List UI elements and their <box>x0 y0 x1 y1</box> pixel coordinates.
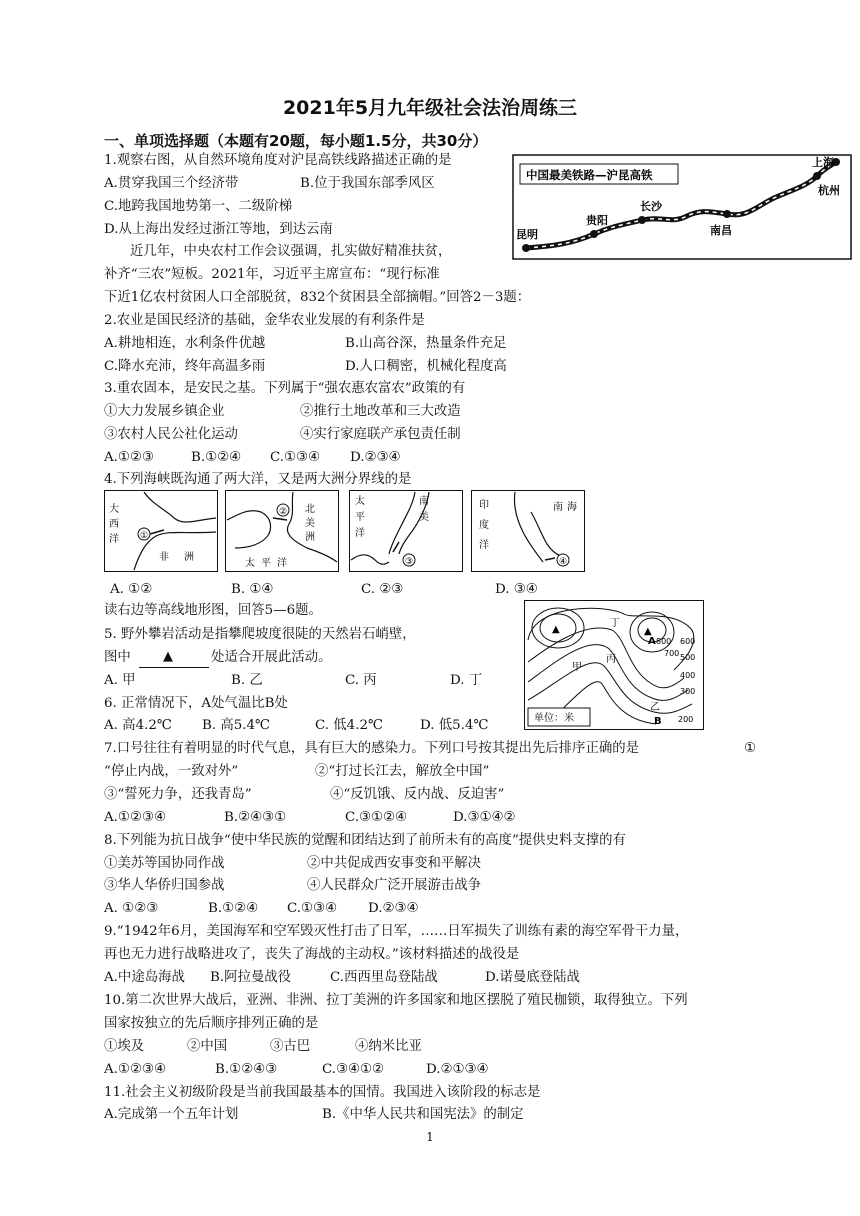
question-5-cont: 图中 <box>104 650 131 665</box>
q5-option-b: B. 乙 <box>231 673 263 688</box>
map-label: 丁 <box>610 618 620 629</box>
q11-option-a: A.完成第一个五年计划 <box>104 1107 239 1122</box>
map-label: 大 <box>109 504 119 515</box>
q4-option-d: D. ③④ <box>495 582 538 597</box>
q7-item-1: “停止内战，一致对外” <box>104 764 239 779</box>
city-label: 昆明 <box>516 228 538 241</box>
city-dot <box>638 216 646 224</box>
q3-item-1: ①大力发展乡镇企业 <box>104 404 225 419</box>
point-label: A <box>648 636 656 647</box>
city-dot <box>723 210 731 218</box>
map-label: 海 <box>567 502 577 513</box>
map-label: 西 <box>109 519 119 530</box>
q2-option-b: B.山高谷深，热量条件充足 <box>345 336 507 351</box>
q7-item-4: ④“反饥饿、反内战、反迫害” <box>330 787 505 802</box>
page-title: 2021年5月九年级社会法治周练三 <box>282 97 578 119</box>
q3-item-2: ②推行土地改革和三大改造 <box>300 404 461 419</box>
marker-label: ① <box>140 531 149 541</box>
map-label: 洲 <box>305 532 315 543</box>
q8-option-d: D.②③④ <box>368 901 419 916</box>
marker-label: ② <box>279 507 288 517</box>
strait-map-3 <box>349 490 463 572</box>
contour-level: 800 <box>656 637 672 646</box>
map-label: 美 <box>419 512 429 523</box>
question-7: 7.口号往往有着明显的时代气息，具有巨大的感染力。下列口号按其提出先后排序正确的是 <box>104 741 640 756</box>
q7-option-a: A.①②③④ <box>104 810 166 825</box>
q7-item-3: ③“誓死力争，还我青岛” <box>104 787 252 802</box>
question-10: 10.第二次世界大战后，亚洲、非洲、拉丁美洲的许多国家和地区摆脱了殖民枷锁，取得独立。下列 <box>104 993 688 1008</box>
q9-option-b: B.阿拉曼战役 <box>210 970 292 985</box>
q4-option-a: A. ①② <box>110 582 153 597</box>
map-label: 乙 <box>650 702 660 713</box>
map-title: 中国最美铁路—沪昆高铁 <box>526 168 653 182</box>
map-label: 太 <box>245 558 255 569</box>
q3-option-d: D.②③④ <box>350 450 401 465</box>
q8-item-3: ③华人华侨归国参战 <box>104 878 225 893</box>
triangle-icon: ▲ <box>552 624 560 635</box>
q8-item-1: ①美苏等国协同作战 <box>104 856 225 871</box>
question-4: 4.下列海峡既沟通了两大洋，又是两大洲分界线的是 <box>104 472 412 487</box>
contour-level: 600 <box>680 637 696 646</box>
q10-item-3: ③古巴 <box>270 1039 311 1054</box>
triangle-icon: ▲ <box>163 649 173 664</box>
q8-option-b: B.①②④ <box>208 901 259 916</box>
railway-map-figure <box>512 154 852 260</box>
q6-option-d: D. 低5.4℃ <box>420 718 489 733</box>
q1-option-a: A.贯穿我国三个经济带 <box>104 176 239 191</box>
city-label: 南昌 <box>710 224 732 237</box>
page-number: 1 <box>426 1130 434 1144</box>
q6-option-a: A. 高4.2℃ <box>104 718 172 733</box>
q9-option-c: C.西西里岛登陆战 <box>330 970 438 985</box>
q10-item-2: ②中国 <box>187 1039 228 1054</box>
question-2: 2.农业是国民经济的基础，金华农业发展的有利条件是 <box>104 313 425 328</box>
q3-item-4: ④实行家庭联产承包责任制 <box>300 427 461 442</box>
point-label: B <box>654 716 662 727</box>
q8-item-2: ②中共促成西安事变和平解决 <box>307 856 482 871</box>
map-label: 南 <box>419 496 429 507</box>
material-text: 读右边等高线地形图，回答5—6题。 <box>104 603 322 618</box>
city-label: 长沙 <box>640 200 662 213</box>
strait-map-4 <box>471 490 585 572</box>
q3-option-a: A.①②③ <box>104 450 154 465</box>
map-label: 太 <box>355 496 365 507</box>
q10-option-b: B.①②④③ <box>215 1062 278 1077</box>
map-label: 平 <box>355 512 365 523</box>
map-label: 甲 <box>572 662 582 673</box>
q7-item-2: ②“打过长江去，解放全中国” <box>315 764 490 779</box>
map-label: 印 <box>479 500 489 511</box>
q1-option-d: D.从上海出发经过浙江等地，到达云南 <box>104 222 333 237</box>
q10-option-a: A.①②③④ <box>104 1062 166 1077</box>
q2-option-c: C.降水充沛，终年高温多雨 <box>104 359 266 374</box>
question-5-cont: 处适合开展此活动。 <box>211 650 332 665</box>
q8-item-4: ④人民群众广泛开展游击战争 <box>307 878 482 893</box>
map-label: 洋 <box>355 528 365 539</box>
question-6: 6. 正常情况下，A处气温比B处 <box>104 696 288 711</box>
strait-map-2 <box>225 490 339 572</box>
map-label: 非 <box>159 552 169 563</box>
q1-option-c: C.地跨我国地势第一、二级阶梯 <box>104 199 293 214</box>
q10-option-d: D.②①③④ <box>426 1062 489 1077</box>
map-label: 洋 <box>479 540 489 551</box>
question-5: 5. 野外攀岩活动是指攀爬坡度很陡的天然岩石峭壁， <box>104 627 416 642</box>
marker-label: ④ <box>559 557 568 567</box>
q3-option-b: B.①②④ <box>191 450 242 465</box>
contour-level: 400 <box>680 671 696 680</box>
contour-level: 200 <box>678 715 694 724</box>
q8-option-a: A. ①②③ <box>104 901 159 916</box>
q11-option-b: B.《中华人民共和国宪法》的制定 <box>322 1107 524 1122</box>
contour-level: 500 <box>680 653 696 662</box>
map-label: 平 <box>261 558 271 569</box>
contour-level: 300 <box>680 687 696 696</box>
strait-map-1 <box>104 490 218 572</box>
q6-option-b: B. 高5.4℃ <box>202 718 271 733</box>
q6-option-c: C. 低4.2℃ <box>315 718 383 733</box>
map-label: 南 <box>553 502 563 513</box>
question-9: 9.“1942年6月，美国海军和空军毁灭性打击了日军，……日军损失了训练有素的海空军骨干力量， <box>104 924 689 939</box>
q2-option-a: A.耕地相连，水利条件优越 <box>104 336 266 351</box>
answer-blank <box>139 649 209 668</box>
city-label: 贵阳 <box>586 214 608 227</box>
map-label: 丙 <box>606 654 616 665</box>
q4-option-c: C. ②③ <box>361 582 404 597</box>
q3-option-c: C.①③④ <box>270 450 321 465</box>
map-label: 洋 <box>109 534 119 545</box>
q5-option-c: C. 丙 <box>345 673 377 688</box>
q5-option-d: D. 丁 <box>450 673 483 688</box>
q7-option-b: B.②④③① <box>224 810 287 825</box>
question-1: 1.观察右图，从自然环境角度对沪昆高铁线路描述正确的是 <box>104 153 452 168</box>
question-9-cont: 再也无力进行战略进攻了，丧失了海战的主动权。”该材料描述的战役是 <box>104 947 520 962</box>
map-label: 洲 <box>184 552 194 563</box>
city-label: 杭州 <box>818 184 840 197</box>
question-8: 8.下列能为抗日战争“使中华民族的觉醒和团结达到了前所未有的高度”提供史料支撑的有 <box>104 833 626 848</box>
q10-item-4: ④纳米比亚 <box>355 1039 422 1054</box>
q7-option-d: D.③①④② <box>453 810 516 825</box>
q4-option-b: B. ①④ <box>231 582 274 597</box>
q1-option-b: B.位于我国东部季风区 <box>300 176 435 191</box>
q3-item-3: ③农村人民公社化运动 <box>104 427 238 442</box>
q7-option-c: C.③①②④ <box>345 810 408 825</box>
city-dot <box>522 244 530 252</box>
city-dot <box>590 230 598 238</box>
marker-label: ③ <box>405 557 414 567</box>
q5-option-a: A. 甲 <box>104 673 136 688</box>
map-label: 北 <box>305 504 315 515</box>
map-label: 美 <box>305 518 315 529</box>
contour-level: 700 <box>664 649 680 658</box>
unit-label: 单位：米 <box>534 713 574 724</box>
q10-item-1: ①埃及 <box>104 1039 145 1054</box>
section-heading: 一、单项选择题（本题有20题，每小题1.5分，共30分） <box>104 132 488 150</box>
triangle-icon: ▲ <box>644 626 652 637</box>
contour-map-figure <box>524 600 704 730</box>
map-label: 洋 <box>277 558 287 569</box>
question-11: 11.社会主义初级阶段是当前我国最基本的国情。我国进入该阶段的标志是 <box>104 1085 541 1100</box>
q8-option-c: C.①③④ <box>287 901 338 916</box>
question-10-cont: 国家按独立的先后顺序排列正确的是 <box>104 1016 319 1031</box>
city-dot <box>813 172 821 180</box>
question-3: 3.重农固本，是安民之基。下列属于“强农惠农富农”政策的有 <box>104 381 466 396</box>
q2-option-d: D.人口稠密，机械化程度高 <box>345 359 507 374</box>
q9-option-d: D.诺曼底登陆战 <box>485 970 580 985</box>
map-label: 度 <box>479 520 489 531</box>
material-text: 近几年，中央农村工作会议强调，扎实做好精准扶贫， <box>130 244 452 259</box>
q9-option-a: A.中途岛海战 <box>104 970 185 985</box>
q7-item-1-mark: ① <box>744 741 757 756</box>
q10-option-c: C.③④①② <box>322 1062 385 1077</box>
material-text: 下近1亿农村贫困人口全部脱贫，832个贫困县全部摘帽。”回答2－3题： <box>104 290 531 305</box>
material-text: 补齐“三农”短板。2021年，习近平主席宣布：“现行标准 <box>104 267 440 282</box>
city-label: 上海 <box>812 156 834 169</box>
